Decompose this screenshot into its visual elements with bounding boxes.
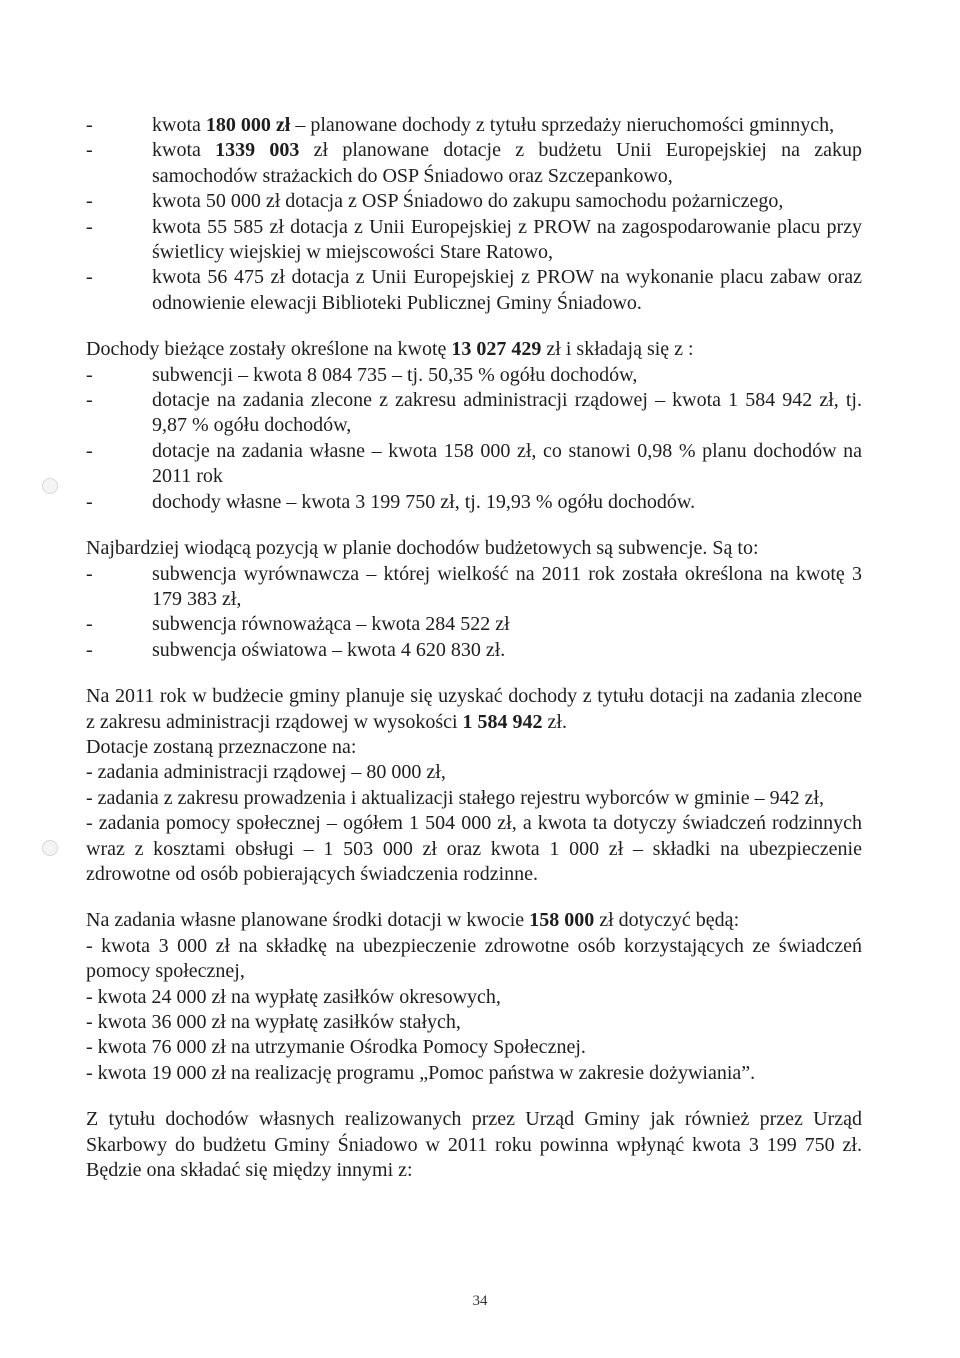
list-item: - subwencja wyrównawcza – której wielkość na 2011 rok została określona na kwotę 3 179 383 zł, — [86, 562, 862, 610]
list-item: - subwencja oświatowa – kwota 4 620 830 zł. — [86, 638, 506, 661]
list-item: - kwota 56 475 zł dotacja z Unii Europejskiej z PROW na wykonanie placu zabaw oraz odnowienie elewacji Biblioteki Publicznej Gminy Śniadowo. — [86, 266, 862, 314]
paragraph: Najbardziej wiodącą pozycją w planie dochodów budżetowych są subwencje. Są to: — [86, 537, 759, 560]
list-item: - subwencja równoważąca – kwota 284 522 zł — [86, 613, 510, 636]
list-item: - kwota 180 000 zł – planowane dochody z tytułu sprzedaży nieruchomości gminnych, — [86, 114, 835, 136]
paragraph: Na zadania własne planowane środki dotacji w kwocie 158 000 zł dotyczyć będą: — [86, 909, 740, 932]
paragraph: Dotacje zostaną przeznaczone na: — [86, 735, 357, 758]
list-item: - zadania pomocy społecznej – ogółem 1 504 000 zł, a kwota ta dotyczy świadczeń rodzinnych wraz z kosztami obsługi – 1 503 000 zł oraz kwota 1 000 zł – składki na ubezpieczenie zdrowotne od osób pobierających świadczenia rodzinne. — [86, 812, 862, 885]
list-item: - kwota 50 000 zł dotacja z OSP Śniadowo do zakupu samochodu pożarniczego, — [86, 190, 784, 213]
document-page — [86, 113, 862, 1183]
list-item: - kwota 3 000 zł na składkę na ubezpieczenie zdrowotne osób korzystających ze świadczeń pomocy społecznej, — [86, 934, 862, 983]
punch-hole-top — [42, 478, 58, 494]
list-item: - kwota 55 585 zł dotacja z Unii Europejskiej z PROW na zagospodarowanie placu przy świetlicy wiejskiej w miejscowości Stare Ratowo, — [86, 215, 862, 264]
list-item: - subwencji – kwota 8 084 735 – tj. 50,35 % ogółu dochodów, — [86, 363, 638, 386]
paragraph: Z tytułu dochodów własnych realizowanych przez Urząd Gminy jak również przez Urząd Skarbowy do budżetu Gminy Śniadowo w 2011 roku powinna wpłynąć kwota 3 199 750 zł. Będzie ona składać się między innymi z: — [86, 1108, 862, 1182]
list-item: - zadania administracji rządowej – 80 000 zł, — [86, 761, 446, 784]
list-item: - kwota 24 000 zł na wypłatę zasiłków okresowych, — [86, 985, 501, 1008]
list-item: - dochody własne – kwota 3 199 750 zł, tj. 19,93 % ogółu dochodów. — [86, 490, 696, 513]
list-item: - kwota 76 000 zł na utrzymanie Ośrodka Pomocy Społecznej. — [86, 1036, 586, 1059]
paragraph: Dochody bieżące zostały określone na kwotę 13 027 429 zł i składają się z : — [86, 338, 694, 361]
list-item: - dotacje na zadania własne – kwota 158 000 zł, co stanowi 0,98 % planu dochodów na 2011 rok — [86, 439, 862, 488]
list-item: - kwota 19 000 zł na realizację programu „Pomoc państwa w zakresie dożywiania”. — [86, 1061, 756, 1084]
page-number: 34 — [472, 1293, 488, 1309]
punch-hole-bottom — [42, 840, 58, 856]
list-item: - kwota 36 000 zł na wypłatę zasiłków stałych, — [86, 1011, 461, 1033]
list-item: - zadania z zakresu prowadzenia i aktualizacji stałego rejestru wyborców w gminie – 942 zł, — [86, 786, 825, 809]
paragraph: Na 2011 rok w budżecie gminy planuje się uzyskać dochody z tytułu dotacji na zadania zlecone z zakresu administracji rządowej w wysokości 1 584 942 zł. — [86, 685, 862, 733]
list-item: - kwota 1339 003 zł planowane dotacje z budżetu Unii Europejskiej na zakup samochodów strażackich do OSP Śniadowo oraz Szczepankowo, — [86, 139, 862, 187]
list-item: - dotacje na zadania zlecone z zakresu administracji rządowej – kwota 1 584 942 zł, tj. 9,87 % ogółu dochodów, — [86, 389, 862, 437]
